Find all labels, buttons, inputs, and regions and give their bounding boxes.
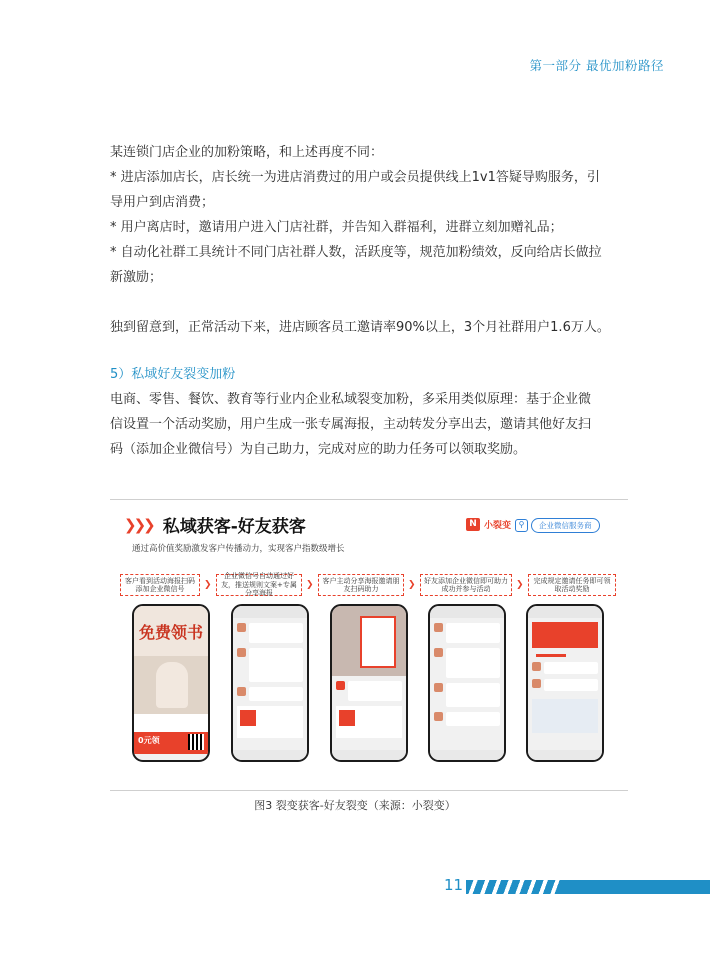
paragraph-line: 码（添加企业微信号）为自己助力，完成对应的助力任务可以领取奖励。 [110, 442, 527, 457]
brand-name: 小裂变 [484, 521, 512, 531]
flow-step: 企业微信号自动通过好友，推送规则文案+专属分享海报 [216, 574, 302, 596]
brand-tag [515, 518, 600, 533]
arrow-right-icon: ❯ [306, 580, 314, 590]
person-image [156, 662, 188, 708]
paragraph-line: * 用户离店时，邀请用户进入门店社群，并告知入群福利，进群立刻加赠礼品； [110, 220, 563, 235]
figure-caption: 图3 裂变获客-好友裂变（来源：小裂变） [254, 799, 456, 812]
flow-step: 客户看到活动海报扫码添加企业微信号 [120, 574, 200, 596]
figure-image [110, 499, 628, 791]
arrow-right-icon: ❯ [204, 580, 212, 590]
paragraph-line: 某连锁门店企业的加粉策略，和上述再度不同： [110, 145, 384, 160]
phone-mockup-poster [132, 604, 210, 762]
brand-tag-label: 企业微信服务商 [531, 518, 600, 533]
section-header: 第一部分 最优加粉路径 [529, 58, 664, 73]
phone-mockup-reward [526, 604, 604, 762]
paragraph-line: * 进店添加店长，店长统一为进店消费过的用户或会员提供线上1v1答疑导购服务，引 [110, 170, 600, 185]
section-title: 5）私域好友裂变加粉 [110, 367, 236, 382]
flow-step: 客户主动分享海报邀请朋友扫码助力 [318, 574, 404, 596]
paragraph-line: 信设置一个活动奖励，用户生成一张专属海报，主动转发分享出去，邀请其他好友扫 [110, 417, 592, 432]
decorative-bar [560, 880, 710, 894]
qr-code-icon [188, 734, 204, 750]
figure-title: 私域获客-好友获客 [162, 517, 306, 537]
paragraph-result: 独到留意到，正常活动下来，进店顾客员工邀请率90%以上，3个月社群用户1.6万人。 [110, 320, 610, 335]
poster-free-label: 0元领 [138, 736, 160, 745]
arrow-right-icon: ❯ [516, 580, 524, 590]
figure-subtitle: 通过高价值奖励激发客户传播动力，实现客户指数级增长 [132, 544, 345, 554]
brand-logo-icon: N [466, 518, 480, 531]
paragraph-line: * 自动化社群工具统计不同门店社群人数，活跃度等，规范加粉绩效，反向给店长做拉 [110, 245, 602, 260]
flow-step: 好友添加企业微信即可助力成功并参与活动 [420, 574, 512, 596]
poster-text: 免费领书 [138, 623, 203, 642]
phone-mockup-share [330, 604, 408, 762]
brand-logo [466, 518, 511, 531]
paragraph-line: 导用户到店消费； [110, 195, 215, 210]
flow-step: 完成规定邀请任务即可领取活动奖励 [528, 574, 616, 596]
body-text [110, 140, 630, 462]
chevrons-icon: ❯❯❯ [124, 515, 153, 534]
search-icon: ⚲ [515, 519, 528, 532]
paragraph-line: 电商、零售、餐饮、教育等行业内企业私域裂变加粉，多采用类似原理：基于企业微 [110, 392, 592, 407]
phone-mockup-chat [231, 604, 309, 762]
arrow-right-icon: ❯ [408, 580, 416, 590]
paragraph-line: 新激励； [110, 270, 163, 285]
page-number: 11 [444, 876, 464, 894]
phone-mockup-friend [428, 604, 506, 762]
flow-steps [120, 574, 620, 598]
